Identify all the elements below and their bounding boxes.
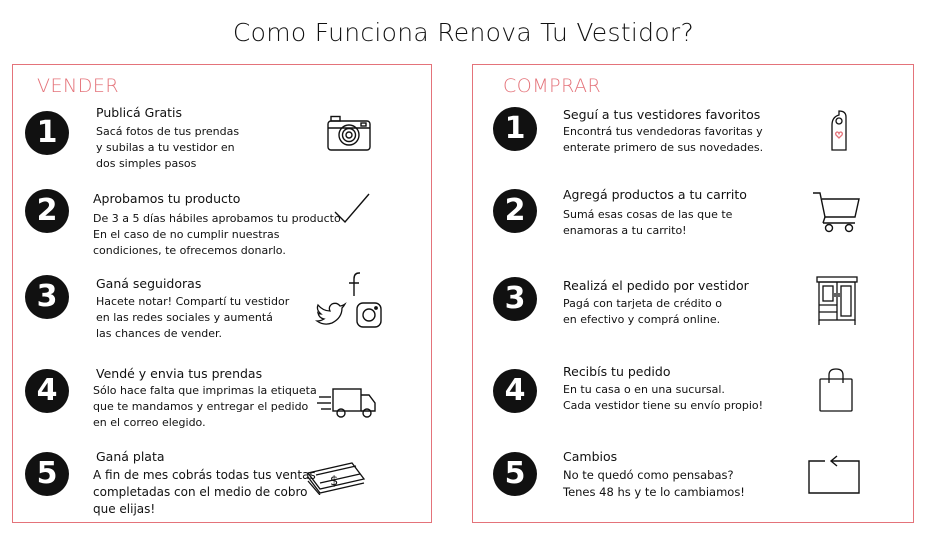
truck-icon xyxy=(317,387,379,419)
page-title: Como Funciona Renova Tu Vestidor? xyxy=(232,18,695,47)
step-title: Seguí a tus vestidores favoritos xyxy=(563,107,761,122)
step-number-badge: 1 xyxy=(493,107,537,151)
step-description: Sólo hace falta que imprimas la etiqueta que te mandamos y entregar el pedido en el correo elegido. xyxy=(93,384,317,429)
step-description: No te quedó como pensabas? Tenes 48 hs y te lo cambiamos! xyxy=(563,468,745,499)
step-description: Encontrá tus vendedoras favoritas y enterate primero de sus novedades. xyxy=(563,125,764,154)
step-description: Pagá con tarjeta de crédito o en efectivo y comprá online. xyxy=(563,297,722,326)
step-number-badge: 4 xyxy=(25,369,69,413)
step-title: Aprobamos tu producto xyxy=(93,191,241,206)
step-title: Ganá plata xyxy=(96,449,165,464)
step-number-badge: 1 xyxy=(25,111,69,155)
step-title: Recibís tu pedido xyxy=(563,364,671,379)
svg-text:$: $ xyxy=(330,474,339,489)
return-icon xyxy=(807,455,861,495)
step-description: Hacete notar! Compartí tu vestidor en las redes sociales y aumentá las chances de vender. xyxy=(96,295,290,340)
step-title: Publicá Gratis xyxy=(96,105,182,120)
wardrobe-icon xyxy=(815,275,859,327)
step-description: De 3 a 5 días hábiles aprobamos tu producto En el caso de no cumplir nuestras condiciones, te ofrecemos donarlo. xyxy=(93,212,341,257)
step-title: Vendé y envia tus prendas xyxy=(96,366,263,381)
comprar-title: COMPRAR xyxy=(503,75,602,97)
step-number-badge: 2 xyxy=(493,189,537,233)
cart-icon xyxy=(811,191,861,233)
step-number-badge: 2 xyxy=(25,189,69,233)
vender-title: VENDER xyxy=(37,75,120,97)
step-number-badge: 5 xyxy=(25,452,69,496)
step-number-badge: 3 xyxy=(493,277,537,321)
checkmark-icon xyxy=(333,192,371,224)
step-title: Realizá el pedido por vestidor xyxy=(563,278,749,293)
vender-panel xyxy=(12,64,432,523)
comprar-panel xyxy=(472,64,914,523)
money-icon xyxy=(306,459,366,495)
step-number-badge: 4 xyxy=(493,369,537,413)
facebook-icon xyxy=(343,269,361,297)
step-title: Ganá seguidoras xyxy=(96,276,202,291)
twitter-icon xyxy=(315,301,347,327)
step-title: Agregá productos a tu carrito xyxy=(563,187,747,202)
step-description: A fin de mes cobrás todas tus ventas completadas con el medio de cobro que elijas! xyxy=(93,468,316,516)
instagram-icon xyxy=(355,301,383,329)
step-description: Sacá fotos de tus prendas y subilas a tu vestidor en dos simples pasos xyxy=(96,125,240,170)
step-number-badge: 5 xyxy=(493,452,537,496)
shopping-bag-icon xyxy=(818,367,854,413)
camera-icon xyxy=(327,115,371,151)
step-number-badge: 3 xyxy=(25,275,69,319)
door-hanger-icon xyxy=(828,109,850,151)
step-title: Cambios xyxy=(563,449,618,464)
step-description: Sumá esas cosas de las que te enamoras a tu carrito! xyxy=(563,208,733,237)
step-description: En tu casa o en una sucursal. Cada vestidor tiene su envío propio! xyxy=(563,383,764,412)
